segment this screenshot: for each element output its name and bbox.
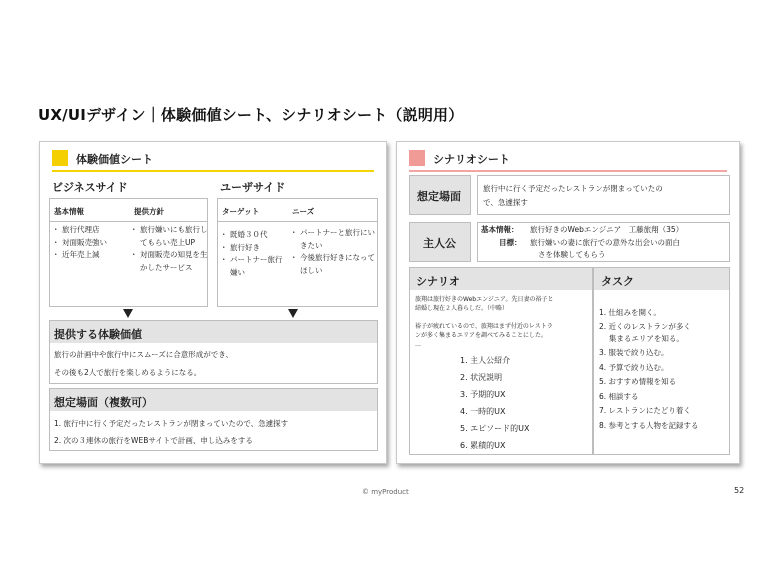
- scene-label: 想定場面: [417, 190, 461, 203]
- scenario-label: シナリオ: [416, 275, 460, 288]
- business-col2-header: 提供方針: [134, 207, 164, 216]
- goal-label: 目標：: [499, 238, 522, 247]
- list-item: ・ パートナーと旅行にいきたい: [290, 227, 376, 252]
- list-item: 6. 相談する: [599, 391, 639, 401]
- scenario-p1-line1: 旅翔は旅行好きのWebエンジニア。先日妻の裕子と: [415, 296, 554, 303]
- scene-line2: で、急遽探す: [483, 198, 528, 207]
- scenario-box: [409, 267, 593, 455]
- business-box: [49, 198, 208, 307]
- list-item: 1. 仕組みを開く。: [599, 308, 661, 317]
- business-basic-list: [52, 224, 126, 262]
- business-col1-header: 基本情報: [54, 207, 84, 216]
- list-item: ・ 対面販売強い: [52, 237, 126, 250]
- protagonist-label: 主人公: [423, 237, 456, 250]
- list-item: 6. 累積的UX: [460, 441, 506, 450]
- experience-value-line1: 旅行の計画中や旅行中にスムーズに合意形成ができ、: [54, 350, 233, 359]
- list-item: 3. 予期的UX: [460, 390, 506, 399]
- user-side-label: ユーザサイド: [220, 181, 286, 194]
- assumed-scene-box: [49, 388, 378, 451]
- list-item: 5. おすすめ情報を知る: [599, 377, 677, 386]
- user-col1-header: ターゲット: [222, 207, 260, 216]
- experience-value-title: 提供する体験価値: [54, 328, 142, 341]
- user-col2-header: ニーズ: [292, 207, 315, 216]
- panel-header: [52, 150, 374, 172]
- goal-line2: さを体験してもらう: [538, 250, 606, 259]
- task-label: タスク: [601, 275, 634, 288]
- list-item: ・ 旅行代理店: [52, 224, 126, 237]
- list-item: 2. 近くのレストランが多く: [599, 321, 691, 331]
- user-box: [217, 198, 378, 307]
- assumed-scene-title: 想定場面（複数可）: [54, 396, 153, 409]
- task-list: [599, 306, 699, 433]
- list-item: 1. 主人公紹介: [460, 356, 511, 365]
- panel-heading: シナリオシート: [433, 153, 510, 166]
- scenario-p1-line2: 結婚し現在２人暮らしだ。（中略）: [415, 305, 509, 312]
- list-item: ・ 既婚３０代: [220, 229, 288, 242]
- list-item: 3. 服装で絞り込む。: [599, 348, 669, 357]
- list-item: ・ パートナー旅行嫌い: [220, 254, 288, 279]
- scene-label-box: [409, 175, 471, 215]
- user-needs-list: [290, 227, 376, 277]
- list-item: ・ 今後旅行好きになってほしい: [290, 252, 376, 277]
- protagonist-text-box: [477, 222, 730, 262]
- list-item: ・ 対面販売の知見を生かしたサービス: [130, 249, 208, 274]
- protagonist-label-box: [409, 222, 471, 262]
- experience-value-box: [49, 320, 378, 384]
- list-item: 8. 参考とする人物を記録する: [599, 420, 699, 430]
- list-item: 集まるエリアを知る。: [599, 333, 684, 343]
- list-item: 2. 状況説明: [460, 373, 503, 382]
- yellow-square-icon: [52, 150, 68, 166]
- panel-header: [409, 150, 727, 172]
- assumed-scene-line2: 2. 次の３連休の旅行をWEBサイトで計画、申し込みをする: [54, 436, 253, 445]
- scenario-p2-line1: 裕子が疲れているので、旅翔はまず付近のレストラ: [415, 323, 553, 330]
- panel-heading: 体験価値シート: [76, 153, 153, 166]
- assumed-scene-line1: 1. 旅行中に行く予定だったレストランが閉まっていたので、急遽探す: [54, 419, 289, 428]
- scenario-steps: [460, 352, 530, 454]
- user-target-list: [220, 229, 288, 279]
- list-item: 4. 一時的UX: [460, 407, 506, 416]
- basic-info-text: 旅行好きのWebエンジニア 工藤旅翔（35）: [530, 225, 684, 234]
- pink-square-icon: [409, 150, 425, 166]
- goal-line1: 旅行嫌いの妻に旅行での意外な出会いの面白: [530, 238, 680, 247]
- down-arrow-icon: [288, 309, 298, 318]
- list-item: ・ 旅行嫌いにも旅行してもらい売上UP: [130, 224, 208, 249]
- list-item: 5. エピソード的UX: [460, 424, 530, 433]
- list-item: ・ 近年売上減: [52, 249, 126, 262]
- experience-value-sheet: [39, 141, 387, 464]
- scene-line1: 旅行中に行く予定だったレストランが閉まっていたの: [483, 184, 663, 193]
- scenario-ellipsis: …: [415, 341, 421, 348]
- down-arrow-icon: [123, 309, 133, 318]
- business-policy-list: [130, 224, 208, 274]
- slide-title: UX/UIデザイン｜体験価値シート、シナリオシート（説明用）: [38, 106, 464, 124]
- divider: [50, 221, 207, 222]
- scenario-p2-line2: ンが多く集まるエリアを調べてみることにした。: [415, 332, 548, 339]
- task-box: [593, 267, 730, 455]
- basic-info-label: 基本情報：: [481, 225, 519, 234]
- page-number: 52: [734, 486, 745, 495]
- list-item: 4. 予算で絞り込む。: [599, 362, 669, 372]
- business-side-label: ビジネスサイド: [52, 181, 128, 194]
- copyright-footer: © myProduct: [362, 488, 409, 496]
- scenario-sheet: [396, 141, 740, 464]
- divider: [218, 221, 377, 222]
- scene-text-box: [477, 175, 730, 215]
- list-item: ・ 旅行好き: [220, 242, 288, 255]
- list-item: 7. レストランにたどり着く: [599, 406, 691, 415]
- experience-value-line2: その後も2人で旅行を楽しめるようになる。: [54, 368, 202, 377]
